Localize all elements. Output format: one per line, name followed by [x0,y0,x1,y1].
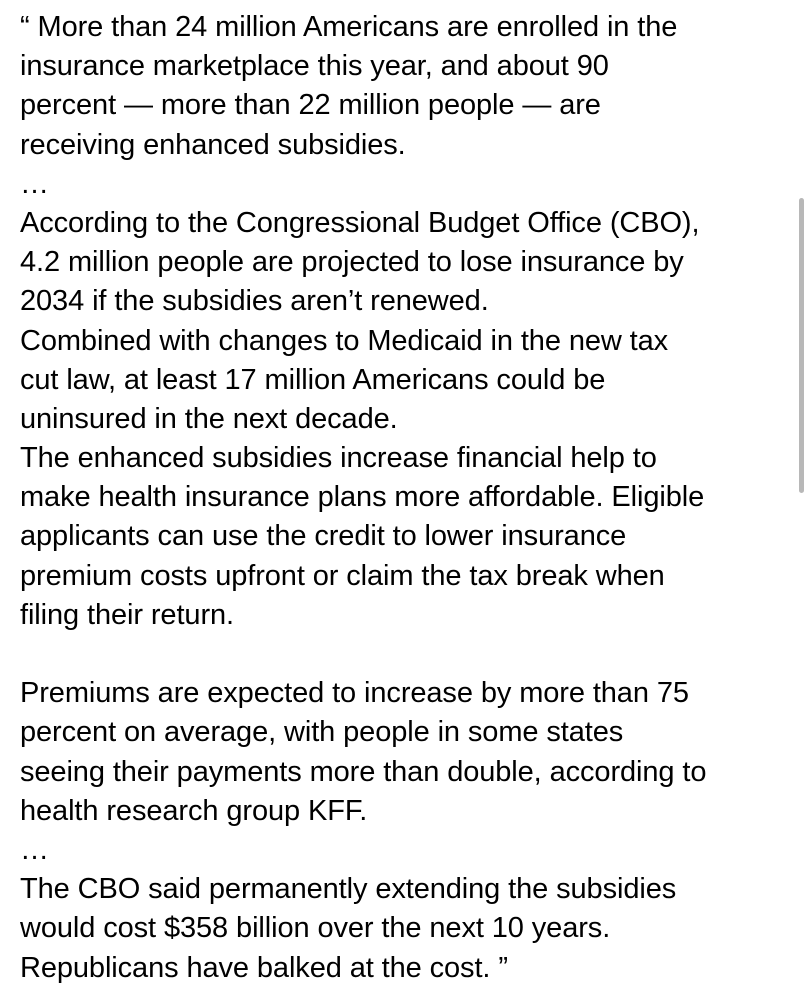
text-line: 4.2 million people are projected to lose insurance by [20,246,684,279]
post-text [20,8,790,988]
text-line: percent — more than 22 million people — are [20,89,601,122]
text-line: make health insurance plans more affordable. Eligible [20,481,705,514]
text-line: cut law, at least 17 million Americans could be [20,363,606,396]
text-line: receiving enhanced subsidies. [20,128,406,161]
text-line: uninsured in the next decade. [20,402,398,435]
text-line: insurance marketplace this year, and about 90 [20,50,609,83]
text-line: health research group KFF. [20,794,368,827]
text-line: Republicans have balked at the cost. ” [20,951,508,984]
text-line: Combined with changes to Medicaid in the new tax [20,324,669,357]
text-line: percent on average, with people in some states [20,716,624,749]
text-line: According to the Congressional Budget Office (CBO), [20,206,700,239]
ellipsis-line: … [20,833,49,866]
text-line: The CBO said permanently extending the subsidies [20,873,677,906]
ellipsis-line: … [20,167,49,200]
text-line: applicants can use the credit to lower insurance [20,520,627,553]
text-line: “ More than 24 million Americans are enrolled in the [20,11,678,43]
text-line: premium costs upfront or claim the tax break when [20,559,665,592]
text-line: Premiums are expected to increase by more than 75 [20,677,689,710]
text-line: 2034 if the subsidies aren’t renewed. [20,285,489,318]
text-line: seeing their payments more than double, according to [20,755,707,788]
vertical-scrollbar[interactable] [799,198,804,493]
paragraph-gap [20,635,790,674]
text-line: filing their return. [20,598,234,631]
text-line: The enhanced subsidies increase financial help to [20,442,657,475]
text-line: would cost $358 billion over the next 10 years. [20,912,611,945]
